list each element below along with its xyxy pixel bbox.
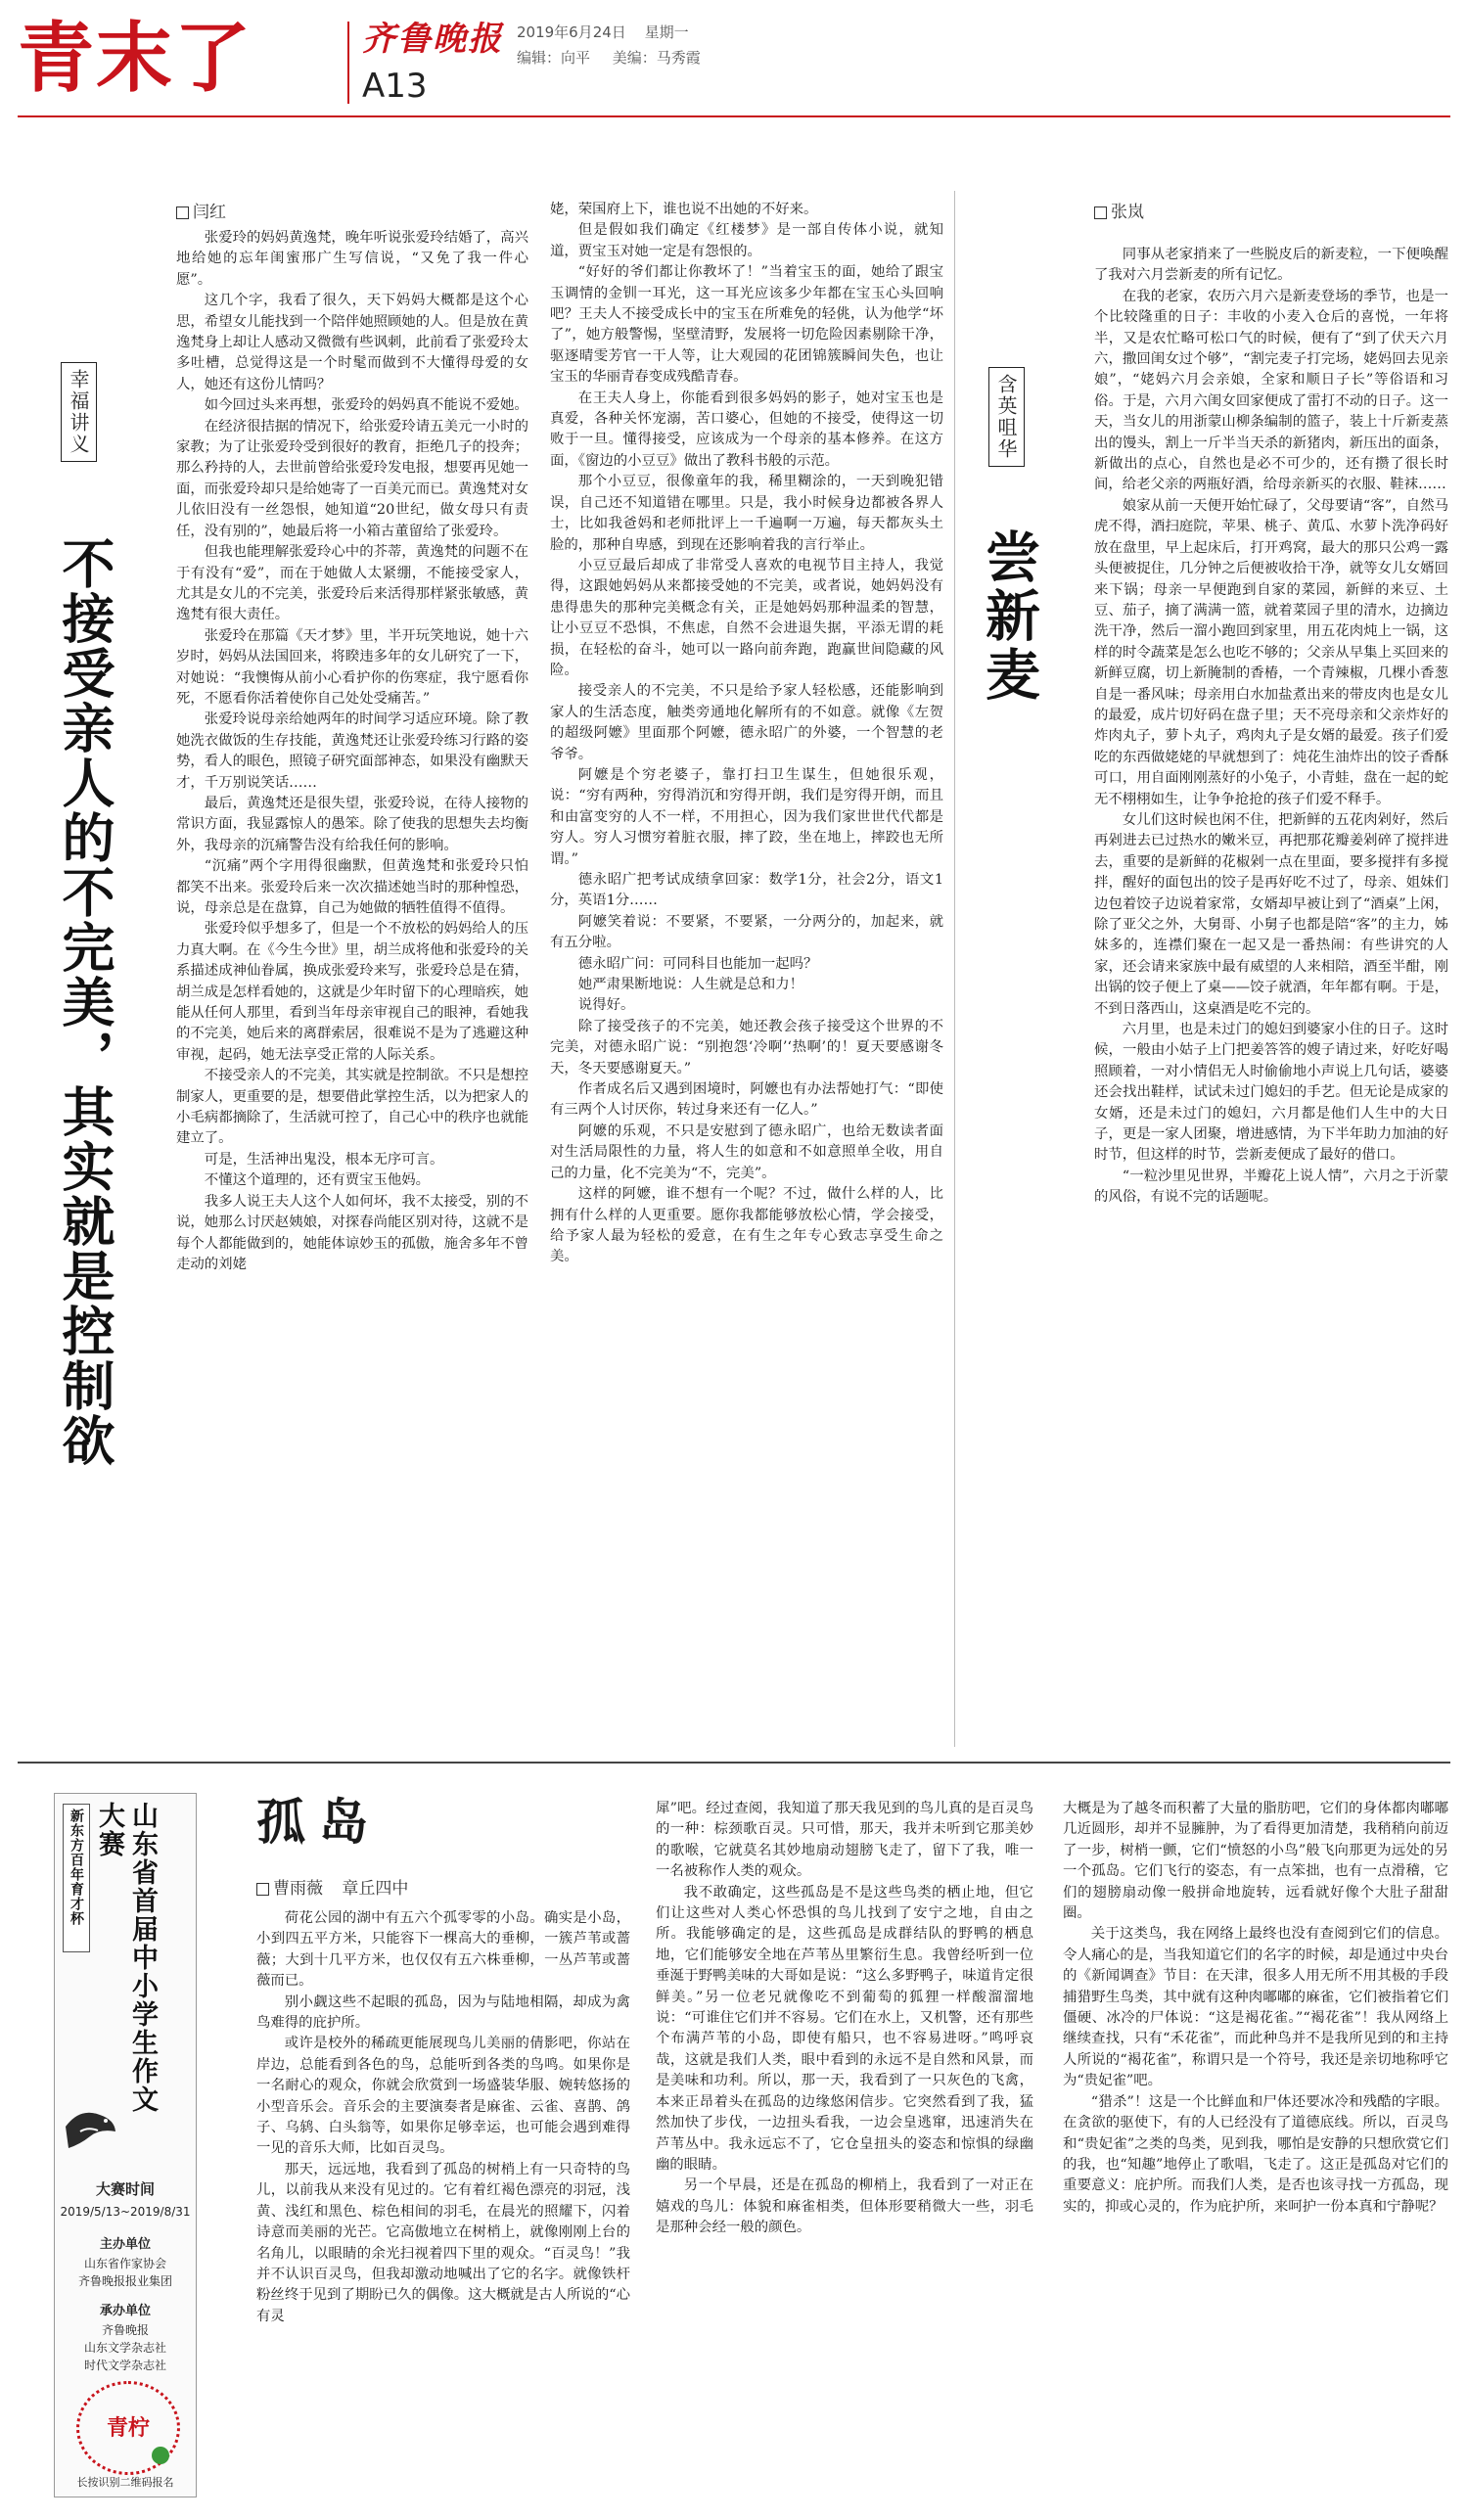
organizer-label: 承办单位 [99, 2304, 151, 2318]
paragraph: 那个小豆豆，很像童年的我，稀里糊涂的，一天到晚犯错误，自己还不知道错在哪里。只是，我小时候身边都被各界人士，比如我爸妈和老师批评上一千遍啊一万遍，每天都灰头土脸的，那种自卑感，到现在还影响着我的言行举止。 [550, 474, 943, 553]
page-number: A13 [362, 67, 428, 106]
article2-column [1094, 245, 1448, 1209]
article3-column-3 [1063, 1799, 1448, 2218]
paragraph: 但我也能理解张爱玲心中的芥蒂，黄逸梵的问题不在于有没有“爱”，而在于她做人太紧绷，不能接受家人，尤其是女儿的不完美，张爱玲后来活得那样紧张敏感，黄逸梵有很大责任。 [176, 544, 528, 623]
time-value: 2019/5/13~2019/8/31 [60, 2205, 191, 2219]
column-divider [954, 191, 955, 1747]
paragraph: 张爱玲在那篇《天才梦》里，半开玩笑地说，她十六岁时，妈妈从法国回来，将睽违多年的女儿研究了一下，对她说：“我懊悔从前小心看护你的伤寒症，我宁愿看你死，不愿看你活着使你自己处处受痛苦。” [176, 627, 528, 707]
article3-column-1 [256, 1908, 630, 2327]
paper-name: 齐鲁晚报 [362, 20, 503, 59]
author-name: 闫红 [193, 203, 226, 222]
paragraph: 不懂这个道理的，还有贾宝玉他妈。 [204, 1172, 431, 1189]
paragraph: 同事从老家捎来了一些脱皮后的新麦粒，一下便唤醒了我对六月尝新麦的所有记忆。 [1094, 247, 1448, 284]
paragraph: 不接受亲人的不完美，其实就是控制欲。不只是想控制家人，更重要的是，想要借此掌控生活，以为把家人的小毛病都摘除了，生活就可控了，自己心中的秩序也就能建立了。 [176, 1068, 528, 1147]
paragraph: 我多人说王夫人这个人如何坏，我不太接受，别的不说，她那么讨厌赵姨娘，对探春尚能区别对待，这就不是每个人都能做到的，她能体谅妙玉的孤傲，施舍多年不曾走动的刘姥 [176, 1193, 528, 1272]
paragraph: 小豆豆最后却成了非常受人喜欢的电视节目主持人，我觉得，这跟她妈妈从来都接受她的不完美，或者说，她妈妈没有患得患失的那种完美概念有关，正是她妈妈那种温柔的智慧，让小豆豆不恐惧，不焦虑，自然不会进退失据，平添无谓的耗损，在轻松的奋斗，她可以一路向前奔跑，跑赢世间隐藏的风险。 [550, 557, 943, 678]
contest-label-main: 山东省首届中小学生作文大赛 [94, 1802, 158, 2114]
organizer-1: 齐鲁晚报 [101, 2323, 149, 2337]
header-separator [347, 22, 349, 104]
paragraph: 那天，远远地，我看到了孤岛的树梢上有一只奇特的鸟儿，以前我从来没有见过的。它有着红褐色漂亮的羽冠，浅黄、浅红和黑色、棕色相间的羽毛，在晨光的照耀下，闪着诗意而美丽的光芒。它高傲地立在树梢上，就像刚刚上台的名角儿，以眼睛的余光扫视着四下里的观众。“百灵鸟！”我并不认识百灵鸟，但我却激动地喊出了它的名字。就像铁杆粉丝终于见到了期盼已久的偶像。这大概就是古人所说的“心有灵 [256, 2161, 630, 2324]
paragraph: 这几个字，我看了很久，天下妈妈大概都是这个心思，希望女儿能找到一个陪伴她照顾她的人。但是放在黄逸梵身上却让人感动又微微有些讽刺，此前看了张爱玲太多吐槽，总觉得这是一个时髦而做到不大懂得母爱的女人，她还有这份儿情吗？ [176, 293, 528, 392]
paragraph: 说得好。 [577, 997, 635, 1014]
article1-column-1 [176, 228, 528, 1275]
weekday: 星期一 [644, 23, 689, 41]
byline-box-icon [176, 206, 189, 219]
article2-title: 尝新麦 [977, 528, 1040, 705]
paragraph: 姥，荣国府上下，谁也说不出她的不好来。 [550, 202, 818, 217]
article3-title: 孤岛 [256, 1794, 382, 1851]
paragraph: 犀”吧。经过查阅，我知道了那天我见到的鸟儿真的是百灵鸟的一种：棕颈歌百灵。只可惜，那天，我并未听到它那美妙的歌喉，它就莫名其妙地扇动翅膀飞走了，留下了我，唯一一名被称作人类的观众。 [656, 1801, 1033, 1880]
designer: 美编：马秀霞 [612, 49, 701, 67]
paragraph: 阿嬷的乐观，不只是安慰到了德永昭广，也给无数读者面对生活局限性的力量，将人生的如意和不如意照单全收，用自己的力量，化不完美为“不，完美”。 [550, 1123, 943, 1181]
section-title: 青末了 [18, 15, 253, 103]
paragraph: 但是假如我们确定《红楼梦》是一部自传体小说，就知道，贾宝玉对她一定是有怨恨的。 [550, 222, 943, 259]
paragraph: “沉痛”两个字用得很幽默，但黄逸梵和张爱玲只怕都笑不出来。张爱玲后来一次次描述她当时的那种惶恐，说，母亲总是在盘算，自己为她做的牺牲值得不值得。 [176, 858, 528, 916]
paragraph: 阿嬷是个穷老婆子，靠打扫卫生谋生，但她很乐观，说：“穷有两种，穷得消沉和穷得开朗，我们是穷得开朗，而且和由富变穷的人不一样，不用担心，因为我们家世世代代都是穷人。穷人习惯穷着脏衣服，摔了跤，坐在地上，摔跤也无所谓。” [550, 766, 943, 867]
paragraph: 六月里，也是未过门的媳妇到婆家小住的日子。这时候，一般由小姑子上门把姜答答的嫂子请过来，好吃好喝照顾着，一对小情侣无人时偷偷地小声说上几句话，婆婆还会找出鞋样，试试未过门媳妇的手艺。但无论是成家的女婿，还是未过门的媳妇，六月都是他们人生中的大日子，更是一家人团聚，增进感情，为下半年助力加油的好时节，但这样的时节，尝新麦便成了最好的借口。 [1094, 1022, 1448, 1164]
paragraph: 荷花公园的湖中有五六个孤零零的小岛。确实是小岛，小到四五平方米，只能容下一棵高大的垂柳，一簇芦苇或蔷薇；大到十几平方米，也仅仅有五六株垂柳，一丛芦苇或蔷薇而已。 [256, 1910, 630, 1990]
paragraph: 德永昭广把考试成绩拿回家：数学1分，社会2分，语文1分，英语1分…… [550, 872, 943, 909]
paragraph: 张爱玲似乎想多了，但是一个不放松的妈妈给人的压力真大啊。在《今生今世》里，胡兰成将他和张爱玲的关系描述成神仙眷属，换成张爱玲来写，张爱玲总是在猜，胡兰成是怎样看她的，这就是少年时留下的心理暗疾，她能从任何人那里，看到当年母亲审视自己的眼神，看她我的不完美，她后来的离群索居，很难说不是为了逃避这种审视，起码，她无法享受正常的人际关系。 [176, 921, 528, 1063]
date: 2019年6月24日 [517, 23, 626, 41]
paragraph: 另一个早晨，还是在孤岛的柳梢上，我看到了一对正在嬉戏的鸟儿：体貌和麻雀相类，但体形要稍微大一些，羽毛是那种会经一般的颜色。 [656, 2177, 1033, 2236]
article3-byline [256, 1874, 408, 1899]
paragraph: 张爱玲的妈妈黄逸梵，晚年听说张爱玲结婚了，高兴地给她的忘年闺蜜邢广生写信说，“又免了我一件心愿”。 [176, 230, 528, 288]
column-tag-essay: 含英咀华 [988, 367, 1025, 467]
organizer-2: 山东文学杂志社 [83, 2341, 166, 2355]
paragraph: 娘家从前一天便开始忙碌了，父母要请“客”，自然马虎不得，酒扫庭院，苹果、桃子、黄瓜、水萝卜洗净码好放在盘里，早上起床后，打开鸡窝，最大的那只公鸡一露头便被捉住，几分钟之后便被收拾干净，就等女儿女婿回来下锅；母亲一早便跑到自家的菜园，新鲜的来豆、土豆、茄子，摘了满满一篮，就着菜园子里的清水，边摘边洗干净，然后一溜小跑回到家里，用五花肉炖上一锅，这样的时令蔬菜是怎么也吃不够的；父亲从早集上买回来的新鲜豆腐，切上新腌制的香椿，一个青辣椒，几棵小香葱自是一番风味；母亲用白水加盐煮出来的带皮肉也是女儿的最爱，成片切好码在盘子里；天不亮母亲和父亲炸好的炸肉丸子，萝卜丸子，鸡肉丸子是女婿的最爱。孩子们爱吃的东西做姥姥的早就想到了：炖花生油炸出的饺子香酥可口，用自面刚刚蒸好的小兔子，小青蛙，盘在一起的蛇无不栩栩如生，让争争抢抢的孩子们爱不释手。 [1094, 497, 1448, 807]
paragraph: 她严肃果断地说：人生就是总和力！ [577, 977, 804, 993]
paragraph: 阿嬷笑着说：不要紧，不要紧，一分两分的，加起来，就有五分啦。 [550, 913, 943, 951]
article1-byline [176, 198, 226, 222]
paragraph: 接受亲人的不完美，不只是给予家人轻松感，还能影响到家人的生活态度，触类旁通地化解所有的不如意。就像《左贺的超级阿嬷》里面那个阿嬷，德永昭广的外婆，一个智慧的老爷爷。 [550, 683, 943, 762]
paragraph: 这样的阿嬷，谁不想有一个呢？不过，做什么样的人，比拥有什么样的人更重要。愿你我都能够放松心情，学会接受，给予家人最为轻松的爱意，在有生之年专心致志享受生命之美。 [550, 1186, 943, 1265]
contest-badge [63, 1804, 90, 1952]
paragraph: 大概是为了越冬而积蓄了大量的脂肪吧，它们的身体都肉嘟嘟几近圆形，却并不显臃肿，为了看得更加清楚，我稍稍向前迈了一步，树梢一颤，它们“愤怒的小鸟”般飞向那更为远处的另一个孤岛。它们飞行的姿态，有一点笨拙，也有一点滑稽，它们的翅膀扇动像一般拼命地旋转，远看就好像个大肚子甜甜圈。 [1063, 1801, 1448, 1922]
paragraph: 在王夫人身上，你能看到很多妈妈的影子，她对宝玉也是真爱，各种关怀宠溺，苦口婆心，但她的不接受，使得这一切败于一旦。懂得接受，应该成为一个母亲的基本修养。在这方面，《窗边的小豆豆》做出了教科书般的示范。 [550, 389, 943, 469]
paragraph: “猎杀”！这是一个比鲜血和尸体还要冰冷和残酷的字眼。在贪欲的驱使下，有的人已经没有了道德底线。所以，百灵鸟和“贵妃雀”之类的鸟类，见到我，哪怕是安静的只想欣赏它们的我，也“知趣”地停止了歌唱，飞走了。这正是孤岛对它们的重要意义：庇护所。而我们人类，是否也该寻找一方孤岛，现实的，抑或心灵的，作为庇护所，来呵护一份本真和宁静呢？ [1063, 2093, 1448, 2215]
header-rule [18, 115, 1450, 117]
paragraph: 德永昭广问：可同科目也能加一起吗？ [577, 955, 818, 972]
contest-sidebar [54, 1793, 197, 2497]
host-label: 主办单位 [99, 2237, 151, 2252]
magpie-illustration-icon [61, 2087, 119, 2156]
editor: 编辑：向平 [517, 49, 591, 67]
paragraph: 在我的老家，农历六月六是新麦登场的季节，也是一个比较隆重的日子：丰收的小麦入仓后的喜悦，一年将半，又是农忙略可松口气的时候，便有了“到了伏天六月六，撒回闺女过个够”，“割完麦子打完场，姥妈回去见亲娘”，“姥妈六月会亲娘，全家和顺日子长”等俗语和习俗。于是，六月六闺女回家便成了雷打不动的日子。这一天，当女儿的用浙蒙山柳条编制的篮子，装上十斤新麦蒸出的馒头，割上一斤半当天杀的新猪肉，新压出的面条，新做出的点心，自然也是必不可少的，还有攒了很长时间，给老父亲的两瓶好酒，给母亲新买的衣服、鞋袜…… [1094, 288, 1448, 493]
article3-column-2 [656, 1799, 1033, 2239]
contest-label-small: 新东方百年育才杯 [69, 1809, 84, 1926]
paragraph: 可是，生活神出鬼没，根本无序可言。 [204, 1151, 444, 1168]
paragraph: 我不敢确定，这些孤岛是不是这些鸟类的栖止地，但它们让这些对人类心怀恐惧的鸟儿找到了安宁之地，自由之所。我能够确定的是，这些孤岛是成群结队的野鸭的栖息地，它们能够安全地在芦苇丛里繁衍生息。我曾经听到一位垂涎于野鸭美味的大哥如是说：“这么多野鸭子，味道肯定很鲜美。”另一位老兄就像吃不到葡萄的狐狸一样酸溜溜地说：“可谁住它们并不容易。它们在水上，又机警，还有那些个布满芦苇的小岛，即使有船只，也不容易进呀。”鸣呼哀哉，这就是我们人类，眼中看到的永远不是自然和风景，而是美味和功利。所以，那一天，我看到了一只灰色的飞禽，本来正昂着头在孤岛的边缘悠闲信步。它突然看到了我，猛然加快了步伐，一边扭头看我，一边会皇逃窜，迅速消失在芦苇丛中。我永远忘不了，它仓皇扭头的姿态和惊惧的绿幽幽的眼睛。 [656, 1884, 1033, 2173]
time-label: 大赛时间 [95, 2180, 155, 2198]
paragraph: “好好的爷们都让你教坏了！”当着宝玉的面，她给了跟宝玉调情的金钏一耳光，这一耳光应该多少年都在宝玉心头回响吧？王夫人不接受成长中的宝玉在所难免的轻佻，认为他学“坏了”，她方般警惕，坚壁清野，发展将一切危险因素剔除干净，驱逐晴雯芳官一干人等，让大观园的花团锦簇瞬间失色，也让宝玉的华丽青春变成残酷青春。 [550, 264, 943, 386]
paragraph: 如今回过头来再想，张爱玲的妈妈真不能说不爱她。 [204, 397, 528, 414]
header-credits [517, 47, 701, 68]
paragraph: 作者成名后又遇到困境时，阿嬷也有办法帮她打气：“即使有三两个人讨厌你，转过身来还有一亿人。” [550, 1081, 943, 1119]
paragraph: 别小觑这些不起眼的孤岛，因为与陆地相隔，却成为禽鸟难得的庇护所。 [256, 1993, 630, 2032]
paragraph: 或许是校外的稀疏更能展现鸟儿美丽的倩影吧，你站在岸边，总能看到各色的鸟，总能听到各类的鸟鸣。如果你是一名耐心的观众，你就会欣赏到一场盛装华服、婉转悠扬的小型音乐会。音乐会的主要演奏者是麻雀、云雀、喜鹊、鸽子、乌鸫、白头翁等，如果你足够幸运，也可能会遇到难得一见的音乐大师，比如百灵鸟。 [256, 2036, 630, 2157]
host-1: 山东省作家协会 [83, 2257, 166, 2270]
paragraph: 关于这类鸟，我在网络上最终也没有查阅到它们的信息。令人痛心的是，当我知道它们的名字的时候，却是通过中央台的《新闻调查》节目：在天津，很多人用无所不用其极的手段捕猎野生鸟类，其中就有这种肉嘟嘟的麻雀，它们被指着它们僵硬、冰冷的尸体说：“这是褐花雀。”“褐花雀”！我从网络上继续查找，只有“禾花雀”，而此种鸟并不是我所见到的和主持人所说的“褐花雀”，称谓只是一个符号，我还是亲切地称呼它为“贵妃雀”吧。 [1063, 1926, 1448, 2089]
qingning-logo: 青柠 [106, 2416, 150, 2441]
qr-code-icon[interactable] [76, 2381, 180, 2475]
header-date [517, 22, 689, 42]
section-rule [18, 1762, 1450, 1764]
school-name: 章丘四中 [342, 1879, 409, 1899]
article1-column-2 [550, 200, 943, 1268]
paragraph: 张爱玲说母亲给她两年的时间学习适应环境。除了教她洗衣做饭的生存技能，黄逸梵还让张爱玲练习行路的姿势，看人的眼色，照镜子研究面部神态，如果没有幽默天才，千万别说笑话…… [176, 711, 528, 791]
author-name: 曹雨薇 [273, 1879, 323, 1899]
paragraph: “一粒沙里见世界，半瓣花上说人情”，六月之于沂蒙的风俗，有说不完的话题呢。 [1094, 1168, 1448, 1206]
byline-box-icon [1094, 206, 1107, 219]
paragraph: 最后，黄逸梵还是很失望，张爱玲说，在待人接物的常识方面，我显露惊人的愚笨。除了使我的思想失去均衡外，我母亲的沉痛警告没有给我任何的影响。 [176, 795, 528, 853]
paragraph: 女儿们这时候也闲不住，把新鲜的五花肉剁好，然后再剁进去已过热水的嫩米豆，再把那花瓣姜剁碎了搅拌进去，重要的是新鲜的花椒剁一点在里面，要多搅拌有多搅拌，醒好的面包出的饺子是再好吃不过了，母亲、姐妹们边包着饺子边说着家常，女婿却早被让到了“酒桌”上闲，除了亚父之外，大舅哥、小舅子也都是陪“客”的主力，姊妹多的，连襟们聚在一起又是一番热闹：有些讲究的人家，还会请来家族中最有威望的人来相陪，酒至半酣，刚出锅的饺子便上了桌——饺子就酒，年年都有啊。于是，不到日落西山，这桌酒是吃不完的。 [1094, 811, 1448, 1017]
paragraph: 在经济很拮据的情况下，给张爱玲请五美元一小时的家教；为了让张爱玲受到很好的教育，拒绝几子的投奔；那么矜持的人，去世前曾给张爱玲发电报，想要再见她一面，而张爱玲却只是给她寄了一百美元而已。黄逸梵对女儿依旧没有一丝怨恨，她知道“20世纪，做女母只有责任，没有别的”，她最后将一小箱古董留给了张爱玲。 [176, 418, 528, 539]
column-tag-happiness: 幸福讲义 [61, 362, 97, 462]
author-name: 张岚 [1111, 203, 1144, 222]
qr-caption: 长按识别二维码报名 [76, 2476, 174, 2489]
article1-title: 不接受亲人的不完美，其实就是控制欲 [54, 536, 115, 1468]
leaf-icon [152, 2447, 169, 2464]
masthead [18, 10, 1450, 113]
byline-box-icon [256, 1883, 269, 1896]
host-2: 齐鲁晚报报业集团 [77, 2274, 172, 2288]
paragraph: 除了接受孩子的不完美，她还教会孩子接受这个世界的不完美，对德永昭广说：“别抱怨‘冷啊’‘热啊’的！夏天要感谢冬天，冬天要感谢夏天。” [550, 1018, 943, 1077]
article2-byline [1094, 198, 1144, 222]
organizer-3: 时代文学杂志社 [83, 2359, 166, 2372]
